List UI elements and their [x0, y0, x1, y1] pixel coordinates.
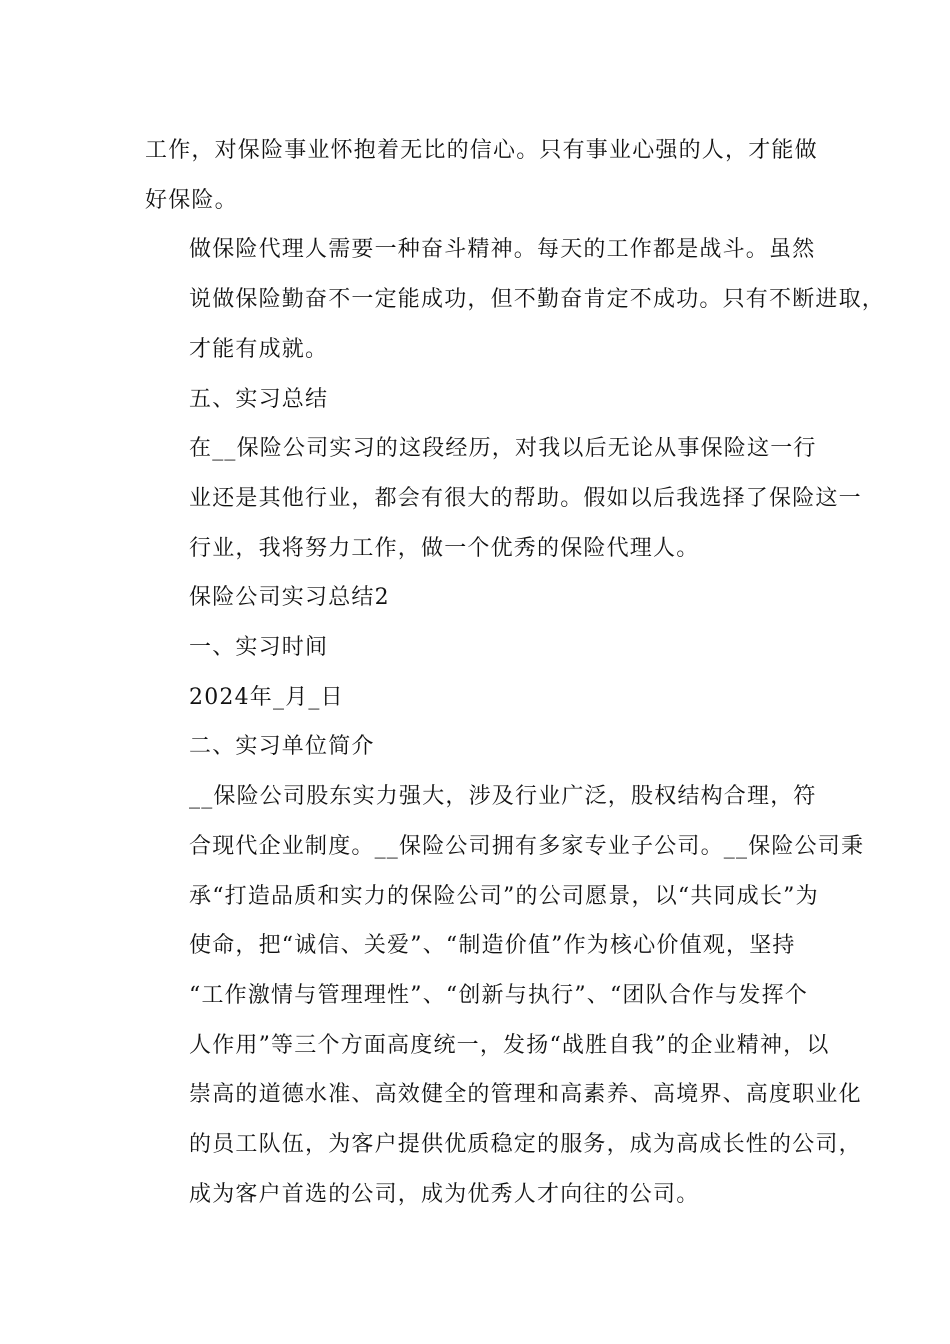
heading-internship-summary	[145, 375, 820, 425]
text-line: 人作用”等三个方面高度统一，发扬“战胜自我”的企业精神，以	[189, 1032, 830, 1058]
text-line: __保险公司股东实力强大，涉及行业广泛，股权结构合理，符	[189, 784, 817, 810]
text-line: “工作激情与管理理性”、“创新与执行”、“团队合作与发挥个	[189, 982, 809, 1008]
paragraph-career-confidence	[145, 126, 820, 225]
text-line: 说做保险勤奋不一定能成功，但不勤奋肯定不成功。只有不断进取，	[189, 287, 886, 313]
heading-unit-intro	[145, 722, 820, 772]
text-line: 五、实习总结	[189, 386, 329, 412]
paragraph-struggle-spirit	[145, 225, 886, 374]
text-line: 保险公司实习总结2	[189, 585, 390, 611]
text-line: 二、实习单位简介	[189, 734, 375, 760]
heading-internship-time	[145, 623, 820, 673]
text-line: 使命，把“诚信、关爱”、“制造价值”作为核心价值观，坚持	[189, 933, 796, 959]
text-line: 行业，我将努力工作，做一个优秀的保险代理人。	[189, 535, 700, 561]
text-line: 2024年_月_日	[189, 684, 344, 710]
text-line: 成为客户首选的公司，成为优秀人才向往的公司。	[189, 1181, 700, 1207]
text-line: 的员工队伍，为客户提供优质稳定的服务，成为高成长性的公司，	[189, 1132, 862, 1158]
paragraph-date	[145, 673, 820, 723]
text-line: 合现代企业制度。__保险公司拥有多家专业子公司。__保险公司秉	[189, 833, 865, 859]
text-line: 做保险代理人需要一种奋斗精神。每天的工作都是战斗。虽然	[189, 237, 816, 263]
text-line: 在__保险公司实习的这段经历，对我以后无论从事保险这一行	[189, 436, 817, 462]
document-body	[145, 126, 886, 1219]
text-line: 承“打造品质和实力的保险公司”的公司愿景，以“共同成长”为	[189, 883, 819, 909]
text-line: 业还是其他行业，都会有很大的帮助。假如以后我选择了保险这一	[189, 485, 862, 511]
heading-summary-2	[145, 573, 820, 623]
text-line: 一、实习时间	[189, 635, 329, 661]
text-line: 才能有成就。	[189, 336, 329, 362]
paragraph-summary-content	[145, 424, 862, 573]
text-line: 工作，对保险事业怀抱着无比的信心。只有事业心强的人，才能做	[145, 138, 818, 163]
paragraph-company-intro	[145, 772, 865, 1219]
text-line: 崇高的道德水准、高效健全的管理和高素养、高境界、高度职业化	[189, 1082, 862, 1108]
text-line: 好保险。	[145, 187, 238, 213]
